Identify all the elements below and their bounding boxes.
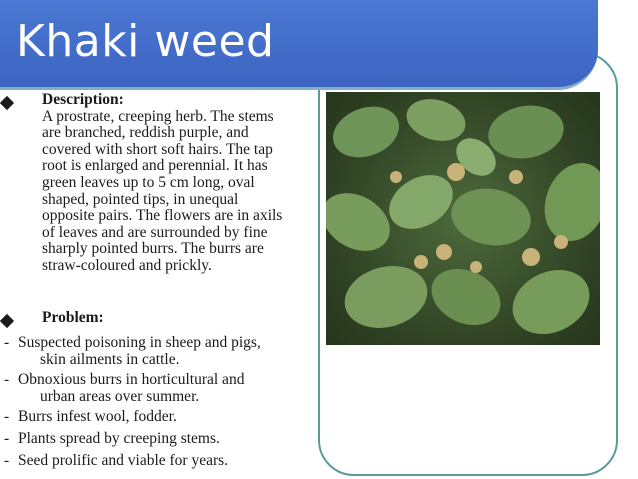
dash-marker: - bbox=[4, 371, 10, 388]
description-line: are branched, reddish purple, and bbox=[42, 124, 249, 142]
problem-item-line: Plants spread by creeping stems. bbox=[18, 430, 220, 447]
description-heading: Description: bbox=[42, 91, 124, 108]
description-line: opposite pairs. The flowers are in axils bbox=[42, 207, 283, 225]
dash-marker: - bbox=[4, 430, 10, 447]
problem-item bbox=[4, 371, 244, 405]
description-line: root is enlarged and perennial. It has bbox=[42, 157, 268, 175]
plant-photo bbox=[326, 92, 600, 345]
description-line: shaped, pointed tips, in unequal bbox=[42, 190, 239, 208]
leaf-cluster bbox=[326, 93, 600, 345]
description-line: A prostrate, creeping herb. The stems bbox=[42, 107, 274, 125]
slide-title: Khaki weed bbox=[16, 16, 275, 67]
khaki-weed-illustration bbox=[326, 92, 600, 345]
problem-item-line: skin ailments in cattle. bbox=[40, 351, 180, 368]
problem-item-line: Obnoxious burrs in horticultural and bbox=[18, 371, 245, 388]
diamond-bullet-icon bbox=[0, 314, 14, 328]
dash-marker: - bbox=[4, 408, 10, 425]
problem-item bbox=[4, 430, 220, 447]
problem-item-line: urban areas over summer. bbox=[40, 388, 200, 405]
problem-heading: Problem: bbox=[42, 309, 104, 326]
problem-item-line: Seed prolific and viable for years. bbox=[18, 452, 229, 469]
description-line: sharply pointed burrs. The burrs are bbox=[42, 240, 264, 258]
description-line: straw-coloured and prickly. bbox=[42, 256, 212, 274]
description-line: covered with short soft hairs. The tap bbox=[42, 140, 273, 158]
title-bar bbox=[0, 0, 598, 90]
problem-item-line: Suspected poisoning in sheep and pigs, bbox=[18, 334, 261, 351]
description-line: green leaves up to 5 cm long, oval bbox=[42, 173, 255, 191]
problem-item bbox=[4, 334, 261, 368]
description-block bbox=[42, 92, 282, 275]
problem-item bbox=[4, 408, 177, 425]
dash-marker: - bbox=[4, 334, 10, 351]
problem-item-line: Burrs infest wool, fodder. bbox=[18, 408, 177, 425]
problem-item bbox=[4, 452, 228, 469]
diamond-bullet-icon bbox=[0, 96, 14, 110]
content-panel bbox=[0, 90, 318, 479]
description-line: of leaves and are surrounded by fine bbox=[42, 223, 268, 241]
dash-marker: - bbox=[4, 452, 10, 469]
